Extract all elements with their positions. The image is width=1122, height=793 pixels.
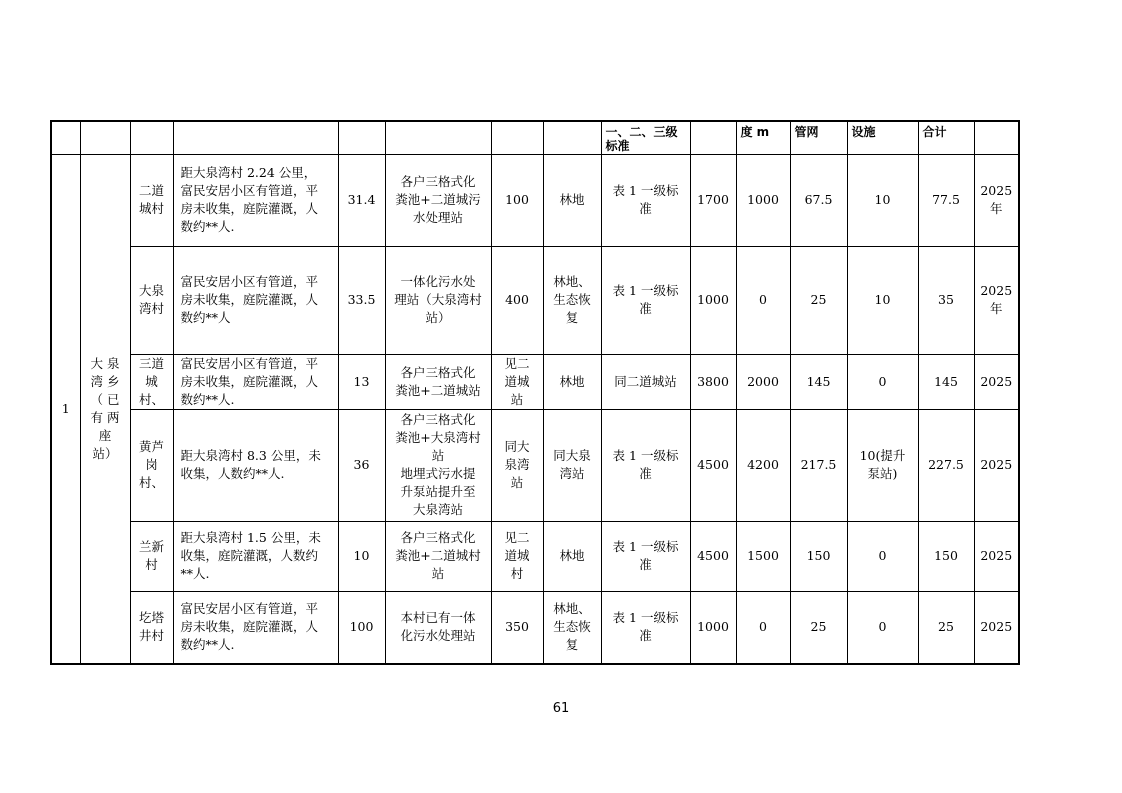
pipe-length-cell: 1000 xyxy=(736,154,790,246)
current-status-cell: 富民安居小区有管道，平 房未收集，庭院灌溉，人 数约**人 xyxy=(173,246,338,354)
header-cell: 设施 xyxy=(847,121,918,154)
completion-year-cell: 2025 xyxy=(974,521,1019,591)
header-cell xyxy=(974,121,1019,154)
pipe-network-cost-cell: 217.5 xyxy=(790,409,847,521)
pipe-length-cell: 0 xyxy=(736,591,790,664)
header-cell: 合计 xyxy=(918,121,974,154)
current-status-cell: 距大泉湾村 2.24 公里， 富民安居小区有管道，平 房未收集，庭院灌溉，人 数约**人. xyxy=(173,154,338,246)
discharge-standard-cell: 表 1 一级标 准 xyxy=(601,246,690,354)
facility-cost-cell: 0 xyxy=(847,521,918,591)
value-cell: 4500 xyxy=(690,521,736,591)
value-cell: 400 xyxy=(491,246,543,354)
completion-year-cell: 2025 xyxy=(974,591,1019,664)
pipe-length-cell: 1500 xyxy=(736,521,790,591)
sewage-plan-table xyxy=(50,120,1020,665)
completion-year-cell: 2025 xyxy=(974,409,1019,521)
current-status-cell: 富民安居小区有管道，平 房未收集，庭院灌溉，人 数约**人. xyxy=(173,354,338,409)
header-cell xyxy=(543,121,601,154)
current-status-cell: 距大泉湾村 8.3 公里，未 收集，人数约**人. xyxy=(173,409,338,521)
pipe-length-cell: 2000 xyxy=(736,354,790,409)
current-status-cell: 富民安居小区有管道，平 房未收集，庭院灌溉，人 数约**人. xyxy=(173,591,338,664)
pipe-network-cost-cell: 67.5 xyxy=(790,154,847,246)
value-cell: 见二 道城 站 xyxy=(491,354,543,409)
facility-cost-cell: 10(提升 泵站) xyxy=(847,409,918,521)
reuse-cell: 同大泉 湾站 xyxy=(543,409,601,521)
reuse-cell: 林地、 生态恢 复 xyxy=(543,246,601,354)
value-cell: 31.4 xyxy=(338,154,385,246)
treatment-process-cell: 本村已有一体 化污水处理站 xyxy=(385,591,491,664)
value-cell: 36 xyxy=(338,409,385,521)
header-cell xyxy=(491,121,543,154)
treatment-process-cell: 各户三格式化 粪池+大泉湾村 站 地埋式污水提 升泵站提升至 大泉湾站 xyxy=(385,409,491,521)
treatment-process-cell: 各户三格式化 粪池+二道城站 xyxy=(385,354,491,409)
value-cell: 13 xyxy=(338,354,385,409)
village-name-cell: 大泉 湾村 xyxy=(130,246,173,354)
value-cell: 见二 道城 村 xyxy=(491,521,543,591)
facility-cost-cell: 0 xyxy=(847,354,918,409)
value-cell: 3800 xyxy=(690,354,736,409)
header-cell xyxy=(690,121,736,154)
page-number: 61 xyxy=(552,701,570,716)
total-cost-cell: 150 xyxy=(918,521,974,591)
village-name-cell: 二道 城村 xyxy=(130,154,173,246)
table-row xyxy=(51,409,1019,521)
village-name-cell: 三道 城 村、 xyxy=(130,354,173,409)
total-cost-cell: 145 xyxy=(918,354,974,409)
discharge-standard-cell: 同二道城站 xyxy=(601,354,690,409)
total-cost-cell: 35 xyxy=(918,246,974,354)
group-index-cell: 1 xyxy=(51,154,80,664)
table-row xyxy=(51,246,1019,354)
header-cell xyxy=(80,121,130,154)
table-row xyxy=(51,154,1019,246)
value-cell: 1000 xyxy=(690,246,736,354)
reuse-cell: 林地 xyxy=(543,154,601,246)
total-cost-cell: 25 xyxy=(918,591,974,664)
reuse-cell: 林地 xyxy=(543,521,601,591)
treatment-process-cell: 各户三格式化 粪池+二道城村 站 xyxy=(385,521,491,591)
header-cell xyxy=(338,121,385,154)
village-name-cell: 圪塔 井村 xyxy=(130,591,173,664)
pipe-network-cost-cell: 25 xyxy=(790,591,847,664)
header-cell xyxy=(385,121,491,154)
facility-cost-cell: 0 xyxy=(847,591,918,664)
value-cell: 4500 xyxy=(690,409,736,521)
value-cell: 100 xyxy=(338,591,385,664)
facility-cost-cell: 10 xyxy=(847,154,918,246)
pipe-length-cell: 4200 xyxy=(736,409,790,521)
header-cell xyxy=(130,121,173,154)
discharge-standard-cell: 表 1 一级标 准 xyxy=(601,154,690,246)
total-cost-cell: 227.5 xyxy=(918,409,974,521)
header-cell xyxy=(51,121,80,154)
discharge-standard-cell: 表 1 一级标 准 xyxy=(601,521,690,591)
table-row xyxy=(51,354,1019,409)
treatment-process-cell: 各户三格式化 粪池+二道城污 水处理站 xyxy=(385,154,491,246)
treatment-process-cell: 一体化污水处 理站（大泉湾村 站） xyxy=(385,246,491,354)
pipe-network-cost-cell: 145 xyxy=(790,354,847,409)
value-cell: 100 xyxy=(491,154,543,246)
table-body xyxy=(51,121,1019,664)
village-name-cell: 兰新 村 xyxy=(130,521,173,591)
reuse-cell: 林地 xyxy=(543,354,601,409)
value-cell: 350 xyxy=(491,591,543,664)
header-cell: 管网 xyxy=(790,121,847,154)
completion-year-cell: 2025 年 xyxy=(974,246,1019,354)
value-cell: 同大 泉湾 站 xyxy=(491,409,543,521)
total-cost-cell: 77.5 xyxy=(918,154,974,246)
current-status-cell: 距大泉湾村 1.5 公里，未 收集，庭院灌溉，人数约 **人. xyxy=(173,521,338,591)
header-cell: 度 m xyxy=(736,121,790,154)
completion-year-cell: 2025 年 xyxy=(974,154,1019,246)
completion-year-cell: 2025 xyxy=(974,354,1019,409)
table-row xyxy=(51,591,1019,664)
value-cell: 10 xyxy=(338,521,385,591)
discharge-standard-cell: 表 1 一级标 准 xyxy=(601,409,690,521)
facility-cost-cell: 10 xyxy=(847,246,918,354)
reuse-cell: 林地、 生态恢 复 xyxy=(543,591,601,664)
header-cell xyxy=(173,121,338,154)
table-row xyxy=(51,521,1019,591)
value-cell: 33.5 xyxy=(338,246,385,354)
village-name-cell: 黄芦 岗 村、 xyxy=(130,409,173,521)
header-cell: 一、二、三级 标准 xyxy=(601,121,690,154)
discharge-standard-cell: 表 1 一级标 准 xyxy=(601,591,690,664)
township-cell: 大 泉 湾 乡 （ 已 有 两 座 站） xyxy=(80,154,130,664)
pipe-length-cell: 0 xyxy=(736,246,790,354)
pipe-network-cost-cell: 150 xyxy=(790,521,847,591)
pipe-network-cost-cell: 25 xyxy=(790,246,847,354)
value-cell: 1000 xyxy=(690,591,736,664)
header-row xyxy=(51,121,1019,154)
value-cell: 1700 xyxy=(690,154,736,246)
